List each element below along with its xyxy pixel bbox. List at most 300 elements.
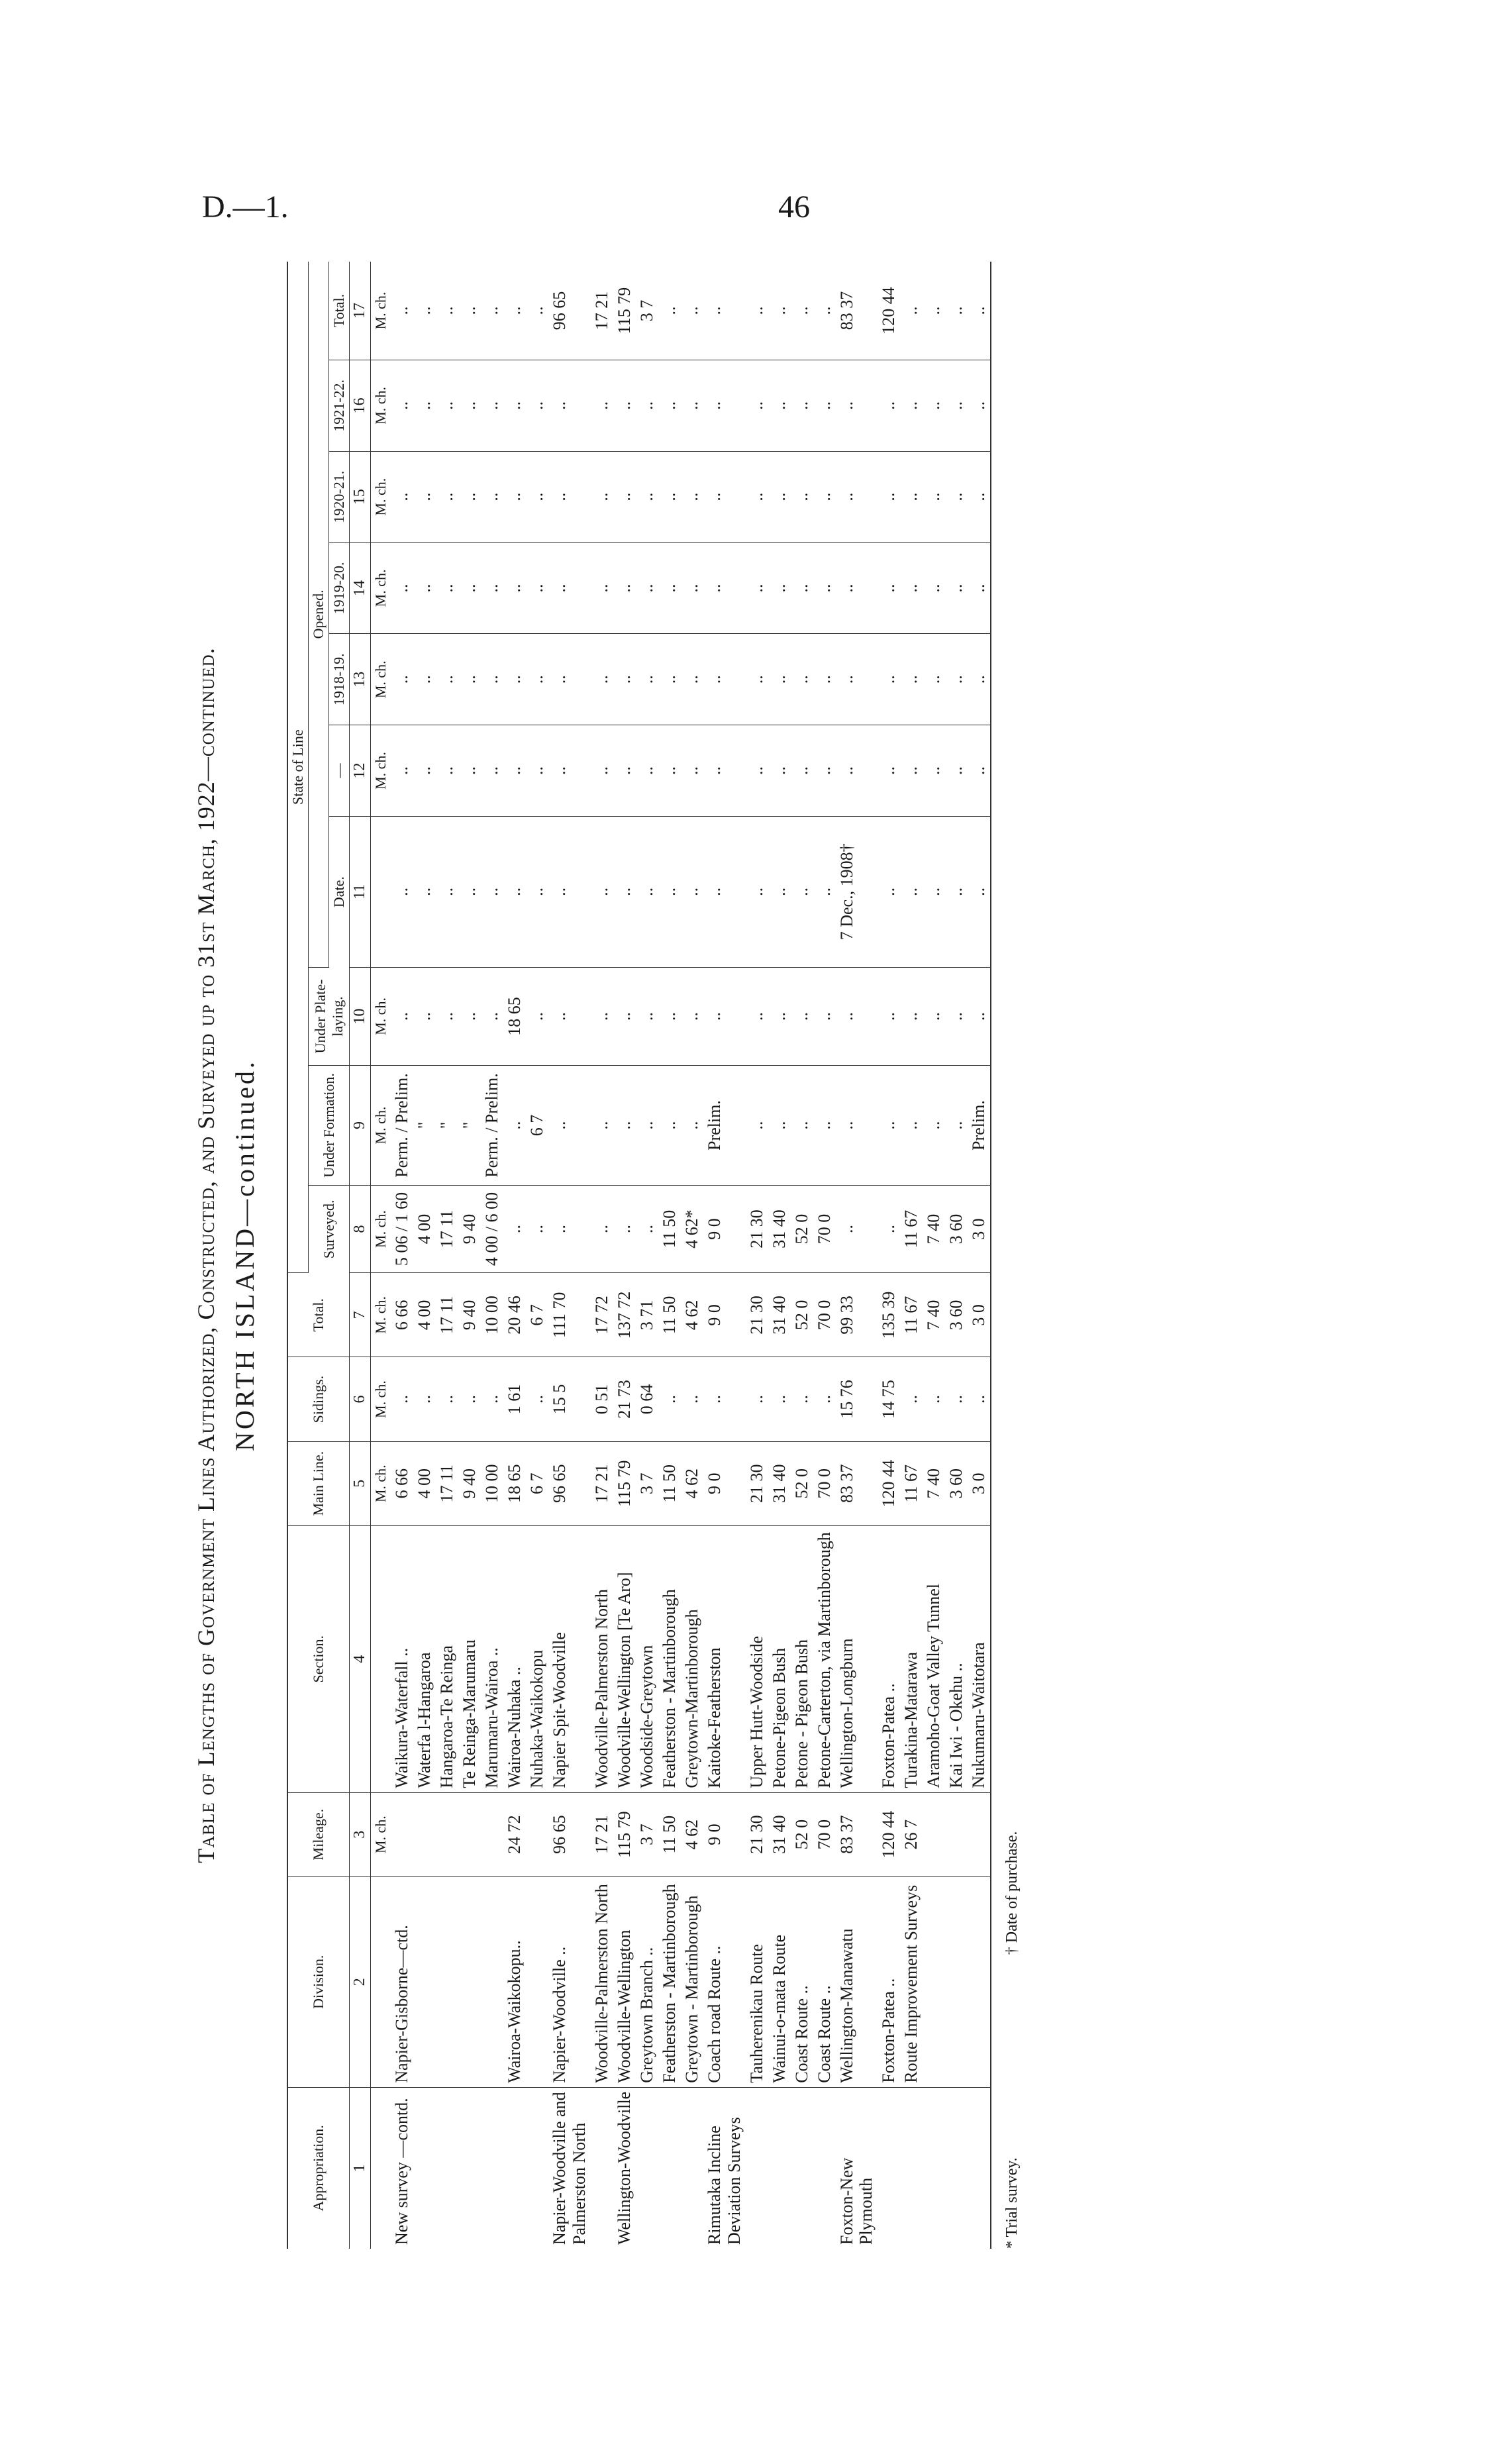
opened-total-cell: .. [900,262,923,360]
mileage-cell: 31 40 [768,1792,791,1876]
section-cell: Kai Iwi - Okehu .. [945,1525,968,1792]
main-line-cell: 115 79 [613,1441,636,1525]
section-cell: Nuhaka-Waikokopu [526,1525,548,1792]
surveyed-cell: 3 0 [968,1185,991,1272]
opened-1920-21-cell: .. [791,451,813,542]
section-cell: Upper Hutt-Woodside [746,1525,768,1792]
opened-dash-cell: .. [526,725,548,817]
page-reference: D.—1. [202,189,289,225]
table-subtitle: NORTH ISLAND—continued. [230,1059,260,1451]
opened-1920-21-cell: .. [436,451,458,542]
header-1918-19: 1918-19. [329,634,350,725]
surveyed-cell: 9 0 [703,1185,746,1272]
under-platelaying-cell: .. [591,967,613,1065]
under-formation-cell: .. [791,1066,813,1186]
mileage-cell [945,1792,968,1876]
unit-label: M. ch. [371,725,391,817]
opened-date-cell: .. [503,816,526,967]
opened-dash-cell: .. [658,725,681,817]
opened-1921-22-cell: .. [658,360,681,451]
header-surveyed: Surveyed. [309,1185,350,1272]
main-line-cell: 9 0 [703,1441,746,1525]
division-cell [413,1876,436,2087]
mileage-cell [923,1792,945,1876]
division-cell [945,1876,968,2087]
opened-dash-cell: .. [968,725,991,817]
opened-date-cell: .. [945,816,968,967]
footnote-trial-survey: * Trial survey. [1003,2157,1021,2249]
mileage-cell [413,1792,436,1876]
table-row [613,262,636,2249]
opened-1919-20-cell: .. [503,542,526,634]
total-cell: 4 62 [681,1273,703,1357]
header-date: Date. [329,816,350,967]
total-cell: 17 72 [591,1273,613,1357]
table-row [481,262,503,2249]
under-formation-cell: .. [613,1066,636,1186]
appropriation-cell: Wellington-Woodville [614,2091,634,2245]
total-cell: 70 0 [813,1273,836,1357]
section-cell: Hangaroa-Te Reinga [436,1525,458,1792]
appropriation-cell [503,2087,526,2249]
mileage-cell: 21 30 [746,1792,768,1876]
opened-dash-cell: .. [945,725,968,817]
opened-total-cell: 17 21 [591,262,613,360]
unit-label: M. ch. [371,1066,391,1186]
header-opened: Opened. [309,262,329,967]
opened-date-cell: .. [591,816,613,967]
column-number: 17 [350,262,371,360]
opened-1919-20-cell: .. [681,542,703,634]
mileage-cell: 26 7 [900,1792,923,1876]
table-row [591,262,613,2249]
under-formation-cell: .. [813,1066,836,1186]
under-platelaying-cell: .. [526,967,548,1065]
surveyed-cell: 4 62* [681,1185,703,1272]
total-cell: 111 70 [548,1273,591,1357]
under-formation-cell: .. [503,1066,526,1186]
opened-total-cell: .. [526,262,548,360]
under-platelaying-cell: .. [703,967,746,1065]
under-platelaying-cell: .. [945,967,968,1065]
division-cell [458,1876,481,2087]
table-row [900,262,923,2249]
sidings-cell: 21 73 [613,1357,636,1441]
section-cell: Featherston - Martinborough [658,1525,681,1792]
appropriation-cell [968,2087,991,2249]
main-line-cell: 21 30 [746,1441,768,1525]
opened-1919-20-cell: .. [900,542,923,634]
opened-1920-21-cell: .. [768,451,791,542]
surveyed-cell: 11 67 [900,1185,923,1272]
sidings-cell: 1 61 [503,1357,526,1441]
opened-1921-22-cell: .. [503,360,526,451]
opened-1919-20-cell: .. [945,542,968,634]
opened-1919-20-cell: .. [923,542,945,634]
opened-1918-19-cell: .. [413,634,436,725]
main-line-cell: 3 60 [945,1441,968,1525]
table-row [703,262,746,2249]
opened-1919-20-cell: .. [548,542,591,634]
opened-1918-19-cell: .. [681,634,703,725]
opened-dash-cell: .. [413,725,436,817]
opened-date-cell: .. [768,816,791,967]
opened-date-cell: .. [413,816,436,967]
sidings-cell: .. [813,1357,836,1441]
opened-1919-20-cell: .. [968,542,991,634]
table-row [503,262,526,2249]
sidings-cell: .. [923,1357,945,1441]
under-formation-cell: Perm. / Prelim. [481,1066,503,1186]
division-cell [968,1876,991,2087]
opened-total-cell: .. [813,262,836,360]
opened-1921-22-cell: .. [836,360,878,451]
table-row [681,262,703,2249]
under-formation-cell: .. [900,1066,923,1186]
opened-total-cell: .. [923,262,945,360]
column-number: 3 [350,1792,371,1876]
under-formation-cell: Prelim. [703,1066,746,1186]
sidings-cell: 0 64 [636,1357,658,1441]
sidings-cell: .. [900,1357,923,1441]
appropriation-cell [746,2087,768,2249]
section-cell: Napier Spit-Woodville [548,1525,591,1792]
section-cell: Greytown-Martinborough [681,1525,703,1792]
mileage-cell: 52 0 [791,1792,813,1876]
under-formation-cell: .. [768,1066,791,1186]
appropriation-cell [878,2087,900,2249]
opened-total-cell: .. [681,262,703,360]
opened-1921-22-cell: .. [703,360,746,451]
main-line-cell: 17 11 [436,1441,458,1525]
opened-date-cell: .. [791,816,813,967]
opened-1920-21-cell: .. [548,451,591,542]
division-cell [526,1876,548,2087]
division-cell: Woodville-Palmerston North [591,1876,613,2087]
under-formation-cell: .. [658,1066,681,1186]
opened-dash-cell: .. [836,725,878,817]
unit-label: M. ch. [371,451,391,542]
opened-1920-21-cell: .. [923,451,945,542]
opened-1918-19-cell: .. [813,634,836,725]
sidings-cell: .. [945,1357,968,1441]
opened-1920-21-cell: .. [945,451,968,542]
opened-1918-19-cell: .. [613,634,636,725]
opened-total-cell: .. [945,262,968,360]
opened-total-cell: 83 37 [836,262,878,360]
division-cell [923,1876,945,2087]
opened-total-cell: .. [481,262,503,360]
mileage-cell: 9 0 [703,1792,746,1876]
sidings-cell: .. [436,1357,458,1441]
under-platelaying-cell: .. [458,967,481,1065]
opened-1920-21-cell: .. [658,451,681,542]
mileage-cell: 115 79 [613,1792,636,1876]
opened-1921-22-cell: .. [878,360,900,451]
sidings-cell: .. [746,1357,768,1441]
opened-total-cell: 115 79 [613,262,636,360]
opened-1921-22-cell: .. [923,360,945,451]
total-cell: 7 40 [923,1273,945,1357]
header-dash: — [329,725,350,817]
opened-1919-20-cell: .. [391,542,413,634]
opened-dash-cell: .. [458,725,481,817]
appropriation-cell [458,2087,481,2249]
opened-1920-21-cell: .. [413,451,436,542]
surveyed-cell: 11 50 [658,1185,681,1272]
section-cell: Foxton-Patea .. [878,1525,900,1792]
opened-date-cell: .. [613,816,636,967]
unit-label: M. ch. [371,360,391,451]
under-platelaying-cell: .. [436,967,458,1065]
table-row [791,262,813,2249]
appropriation-cell: New survey —contd. [392,2098,411,2245]
opened-1920-21-cell: .. [481,451,503,542]
appropriation-cell [481,2087,503,2249]
section-cell: Marumaru-Wairoa .. [481,1525,503,1792]
table-row [923,262,945,2249]
under-platelaying-cell: .. [813,967,836,1065]
mileage-cell: 11 50 [658,1792,681,1876]
opened-1919-20-cell: .. [703,542,746,634]
under-formation-cell: 6 7 [526,1066,548,1186]
sidings-cell: .. [413,1357,436,1441]
opened-total-cell: .. [791,262,813,360]
surveyed-cell: .. [613,1185,636,1272]
table-row [636,262,658,2249]
opened-1918-19-cell: .. [591,634,613,725]
opened-1919-20-cell: .. [526,542,548,634]
section-cell: Nukumaru-Waitotara [968,1525,991,1792]
opened-1921-22-cell: .. [945,360,968,451]
under-platelaying-cell: .. [548,967,591,1065]
main-line-cell: 70 0 [813,1441,836,1525]
opened-1921-22-cell: .. [613,360,636,451]
appropriation-cell: Foxton-New Plymouth [836,2157,876,2245]
table-row [836,262,878,2249]
opened-date-cell: .. [900,816,923,967]
section-cell: Kaitoke-Featherston [703,1525,746,1792]
main-line-cell: 31 40 [768,1441,791,1525]
opened-total-cell: .. [768,262,791,360]
opened-1921-22-cell: .. [436,360,458,451]
opened-total-cell: .. [968,262,991,360]
sidings-cell: .. [391,1357,413,1441]
units-row [371,262,391,2249]
division-cell: Route Improvement Surveys [900,1876,923,2087]
opened-total-cell: .. [703,262,746,360]
under-platelaying-cell: .. [836,967,878,1065]
opened-dash-cell: .. [813,725,836,817]
total-cell: 99 33 [836,1273,878,1357]
opened-1918-19-cell: .. [658,634,681,725]
header-appropriation: Appropriation. [287,2087,350,2249]
column-number: 10 [350,967,371,1065]
section-cell: Aramoho-Goat Valley Tunnel [923,1525,945,1792]
mileage-cell: 83 37 [836,1792,878,1876]
opened-1919-20-cell: .. [458,542,481,634]
opened-1921-22-cell: .. [746,360,768,451]
mileage-cell [481,1792,503,1876]
opened-dash-cell: .. [900,725,923,817]
table-row [436,262,458,2249]
opened-dash-cell: .. [768,725,791,817]
division-cell: Wainui-o-mata Route [768,1876,791,2087]
sidings-cell: .. [768,1357,791,1441]
appropriation-cell: Napier-Woodville and Palmerston North [550,2092,589,2245]
table-row [458,262,481,2249]
main-line-cell: 4 00 [413,1441,436,1525]
appropriation-cell [945,2087,968,2249]
opened-total-cell: .. [503,262,526,360]
column-number: 8 [350,1185,371,1272]
opened-1921-22-cell: .. [413,360,436,451]
unit-label: M. ch. [371,634,391,725]
opened-1920-21-cell: .. [391,451,413,542]
under-formation-cell: .. [548,1066,591,1186]
main-line-cell: 3 0 [968,1441,991,1525]
column-number: 5 [350,1441,371,1525]
section-cell: Turakina-Matarawa [900,1525,923,1792]
appropriation-cell [658,2087,681,2249]
footnotes [1003,262,1021,2249]
under-platelaying-cell: .. [413,967,436,1065]
opened-dash-cell: .. [703,725,746,817]
section-cell: Woodville-Palmerston North [591,1525,613,1792]
unit-label: M. ch. [371,1185,391,1272]
header-division: Division. [287,1876,350,2087]
column-number: 7 [350,1273,371,1357]
surveyed-cell: 3 60 [945,1185,968,1272]
header-main-line: Main Line. [287,1441,350,1525]
sidings-cell: .. [658,1357,681,1441]
opened-date-cell: .. [746,816,768,967]
total-cell: 6 66 [391,1273,413,1357]
column-number: 14 [350,542,371,634]
opened-date-cell: .. [878,816,900,967]
opened-1920-21-cell: .. [636,451,658,542]
opened-dash-cell: .. [746,725,768,817]
opened-1920-21-cell: .. [813,451,836,542]
header-1920-21: 1920-21. [329,451,350,542]
division-cell: Tauherenikau Route [746,1876,768,2087]
table-row [548,262,591,2249]
opened-1921-22-cell: .. [391,360,413,451]
column-number: 15 [350,451,371,542]
opened-1921-22-cell: .. [968,360,991,451]
opened-date-cell: .. [658,816,681,967]
opened-1920-21-cell: .. [878,451,900,542]
under-platelaying-cell: .. [900,967,923,1065]
appropriation-cell [526,2087,548,2249]
opened-date-cell: .. [481,816,503,967]
opened-1918-19-cell: .. [636,634,658,725]
column-number: 12 [350,725,371,817]
opened-1918-19-cell: .. [768,634,791,725]
opened-1918-19-cell: .. [481,634,503,725]
opened-1921-22-cell: .. [768,360,791,451]
rotated-table-block [192,262,1331,2249]
under-platelaying-cell: .. [681,967,703,1065]
surveyed-cell: .. [878,1185,900,1272]
opened-1919-20-cell: .. [436,542,458,634]
section-cell: Woodville-Wellington [Te Aro] [613,1525,636,1792]
total-cell: 11 67 [900,1273,923,1357]
opened-1919-20-cell: .. [658,542,681,634]
column-number: 9 [350,1066,371,1186]
table-row [968,262,991,2249]
main-line-cell: 120 44 [878,1441,900,1525]
opened-1919-20-cell: .. [746,542,768,634]
under-formation-cell: .. [746,1066,768,1186]
total-cell: 137 72 [613,1273,636,1357]
opened-date-cell: .. [548,816,591,967]
opened-date-cell: .. [813,816,836,967]
sidings-cell: .. [458,1357,481,1441]
opened-1918-19-cell: .. [923,634,945,725]
under-formation-cell: .. [923,1066,945,1186]
opened-1918-19-cell: .. [458,634,481,725]
total-cell: 52 0 [791,1273,813,1357]
opened-1919-20-cell: .. [636,542,658,634]
opened-total-cell: 3 7 [636,262,658,360]
opened-1921-22-cell: .. [548,360,591,451]
main-line-cell: 11 50 [658,1441,681,1525]
header-total: Total. [287,1273,350,1357]
opened-1919-20-cell: .. [591,542,613,634]
unit-label: M. ch. [371,967,391,1065]
opened-1918-19-cell: .. [900,634,923,725]
opened-1918-19-cell: .. [878,634,900,725]
division-cell: Napier-Woodville .. [548,1876,591,2087]
under-platelaying-cell: .. [636,967,658,1065]
opened-dash-cell: .. [503,725,526,817]
opened-dash-cell: .. [481,725,503,817]
opened-1918-19-cell: .. [526,634,548,725]
surveyed-cell: .. [548,1185,591,1272]
opened-1921-22-cell: .. [591,360,613,451]
main-line-cell: 4 62 [681,1441,703,1525]
appropriation-cell [591,2087,613,2249]
under-platelaying-cell: .. [746,967,768,1065]
division-cell: Coast Route .. [813,1876,836,2087]
header-1919-20: 1919-20. [329,542,350,634]
unit-label: M. ch. [371,1792,391,1876]
total-cell: 17 11 [436,1273,458,1357]
opened-1921-22-cell: .. [681,360,703,451]
appropriation-cell [436,2087,458,2249]
appropriation-cell [768,2087,791,2249]
sidings-cell: .. [968,1357,991,1441]
opened-1918-19-cell: .. [703,634,746,725]
column-number: 2 [350,1876,371,2087]
main-line-cell: 17 21 [591,1441,613,1525]
opened-date-cell: .. [681,816,703,967]
section-cell: Wellington-Longburn [836,1525,878,1792]
opened-1920-21-cell: .. [681,451,703,542]
lengths-table [287,262,991,2249]
main-line-cell: 6 66 [391,1441,413,1525]
mileage-cell: 70 0 [813,1792,836,1876]
division-cell: Foxton-Patea .. [878,1876,900,2087]
total-cell: 3 71 [636,1273,658,1357]
opened-1919-20-cell: .. [768,542,791,634]
opened-dash-cell: .. [636,725,658,817]
under-formation-cell: .. [591,1066,613,1186]
main-line-cell: 6 7 [526,1441,548,1525]
unit-label: M. ch. [371,1357,391,1441]
mileage-cell [436,1792,458,1876]
